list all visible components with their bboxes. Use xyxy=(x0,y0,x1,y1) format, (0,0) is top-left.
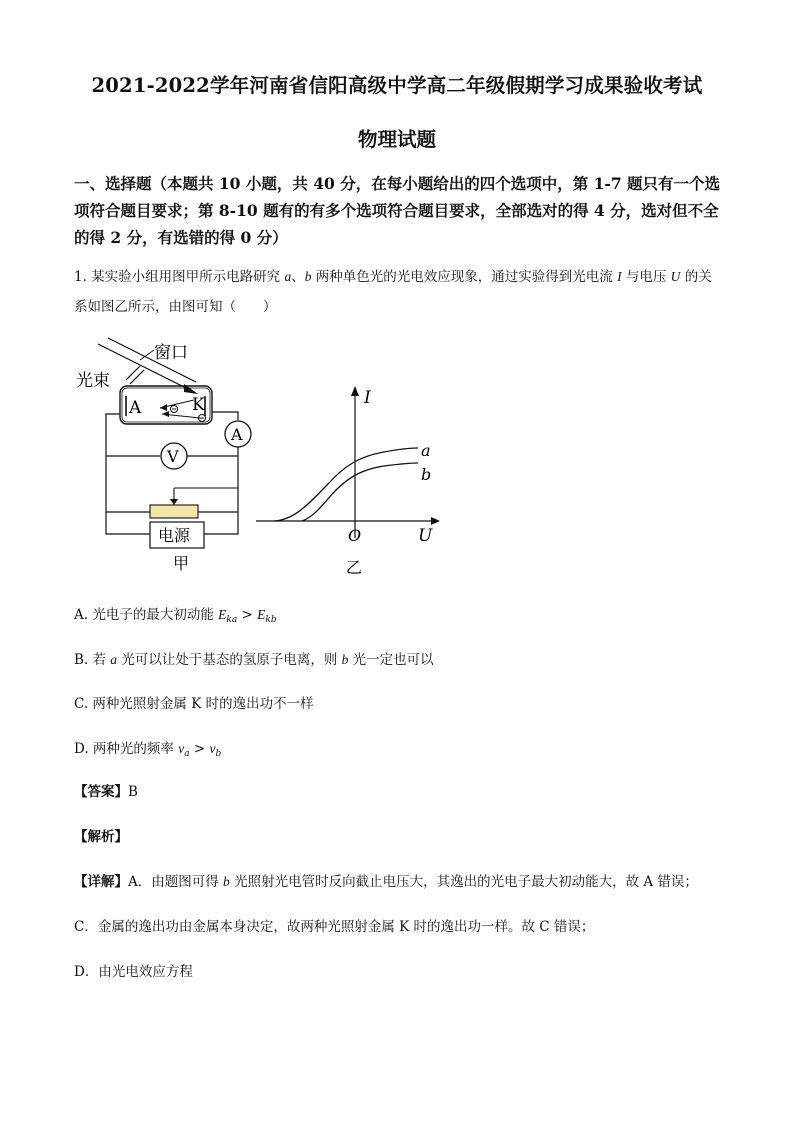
beam-label: 光束 xyxy=(76,371,110,391)
window-label: 窗口 xyxy=(154,343,188,363)
answer-value: B xyxy=(128,784,138,800)
figure-yi-caption: 乙 xyxy=(346,558,363,577)
cathode-label: K xyxy=(192,395,205,415)
origin-label: O xyxy=(348,526,362,545)
analysis-line xyxy=(74,825,734,845)
figure-jia-caption: 甲 xyxy=(173,554,190,573)
detail-line-2: C．金属的逸出功由金属本身决定，故两种光照射金属 K 时的逸出功一样。故 C 错误； xyxy=(74,919,595,935)
iu-graph xyxy=(256,380,446,580)
option-c: C. 两种光照射金属 K 时的逸出功不一样 xyxy=(74,696,314,712)
detail-line-1: 【详解】A．由题图可得 b 光照射光电管时反向截止电压大，其逸出的光电子最大初动能大，故 A 错误； xyxy=(74,874,698,890)
curve-a-label: a xyxy=(421,441,431,460)
axis-u-label: U xyxy=(418,526,433,546)
exam-title: 2021-2022学年河南省信阳高级中学高二年级假期学习成果验收考试 xyxy=(91,74,703,97)
axis-i-label: I xyxy=(364,388,371,408)
exam-subtitle: 物理试题 xyxy=(357,128,436,151)
answer-tag: 【答案】 xyxy=(74,784,128,800)
option-d: D. 两种光的频率 $\nu_a > \nu_b$ xyxy=(74,741,222,759)
analysis-tag: 【解析】 xyxy=(74,829,128,845)
curve-b-label: b xyxy=(421,465,432,484)
anode-label: A xyxy=(129,398,142,418)
option-a: A. 光电子的最大初动能 $E_{ka} > E_{kb}$ xyxy=(74,607,277,625)
answer-line xyxy=(74,780,734,800)
question-stem: 1. 某实验小组用图甲所示电路研究 a、b 两种单色光的光电效应现象，通过实验得到光电流 I 与电压 U 的关系如图乙所示，由图可知（ ） xyxy=(74,269,712,315)
detail-tag: 【详解】 xyxy=(74,874,128,890)
voltmeter-label: V xyxy=(167,447,179,466)
section-heading: 一、选择题（本题共 10 小题，共 40 分，在每小题给出的四个选项中，第 1-7 题只有一个选项符合题目要求；第 8-10 题有的有多个选项符合题目要求，全部选对的得 4 分，选对但不全的得 2 分，有选错的得 0 分） xyxy=(74,174,721,247)
source-label: 电源 xyxy=(158,526,191,545)
circuit-diagram xyxy=(74,336,264,576)
ammeter-label: A xyxy=(231,425,243,444)
detail-line-3: D．由光电效应方程 xyxy=(74,964,193,980)
curve-a xyxy=(274,448,418,521)
option-b: B. 若 a 光可以让处于基态的氢原子电离，则 b 光一定也可以 xyxy=(74,652,434,668)
